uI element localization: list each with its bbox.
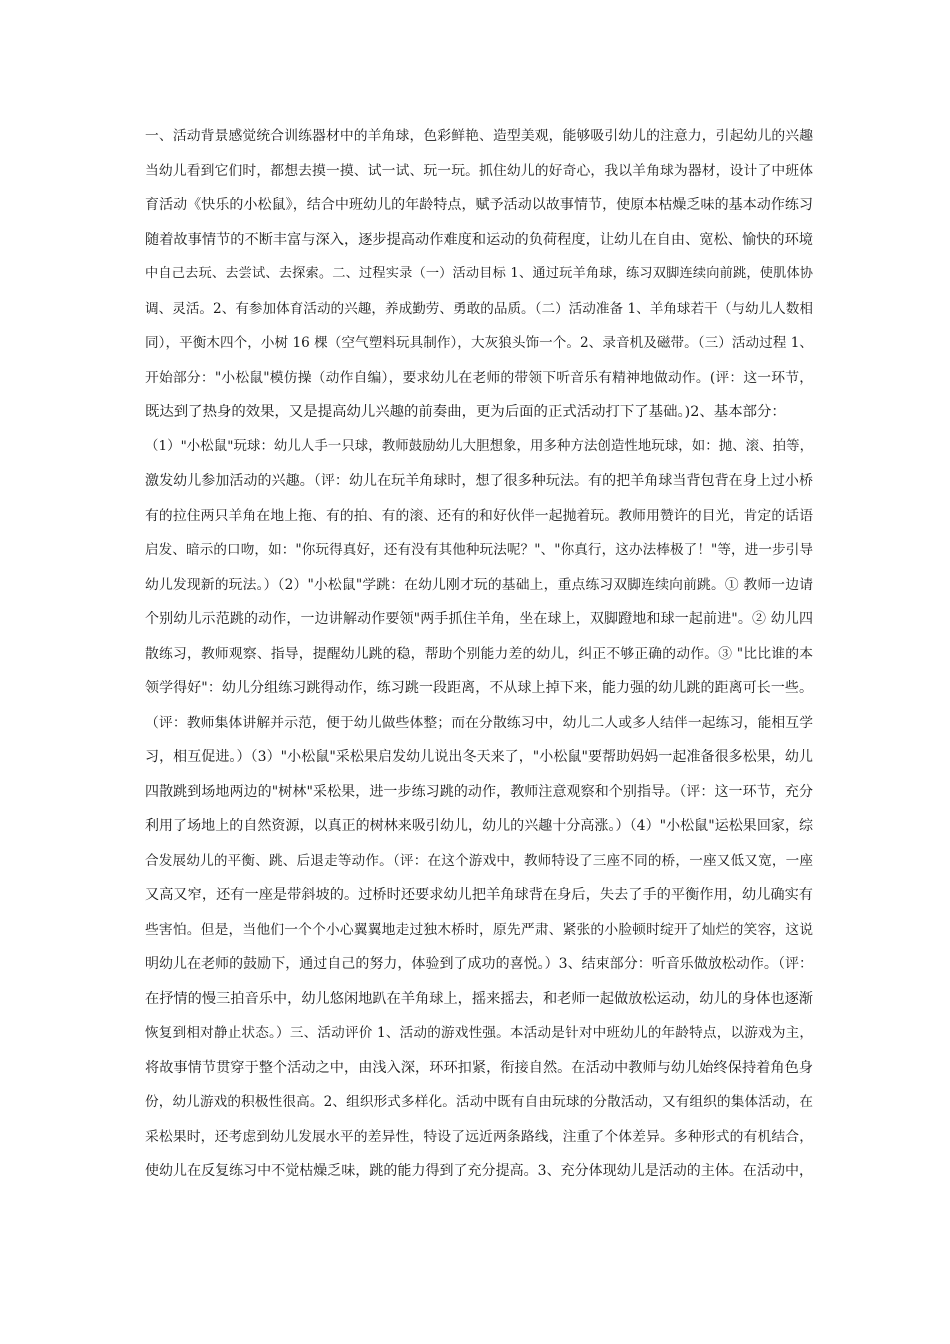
text-line: 合发展幼儿的平衡、跳、后退走等动作。（评：在这个游戏中，教师特设了三座不同的桥，一座又低又宽，一座 — [145, 852, 813, 869]
text-line: 将故事情节贯穿于整个活动之中，由浅入深，环环扣紧，衔接自然。在活动中教师与幼儿始终保持着角色身 — [145, 1059, 813, 1076]
text-line: 中自己去玩、去尝试、去探索。二、过程实录（一）活动目标 1、通过玩羊角球，练习双脚连续向前跳，使肌体协 — [145, 266, 813, 281]
text-line: 有的拉住两只羊角在地上拖、有的拍、有的滚、还有的和好伙伴一起抛着玩。教师用赞许的目光，肯定的话语 — [145, 507, 813, 524]
text-line: 调、灵活。2、有参加体育活动的兴趣，养成勤劳、勇敢的品质。（二）活动准备 1、羊角球若干（与幼儿人数相 — [145, 300, 813, 317]
text-line: 散练习，教师观察、指导，提醒幼儿跳的稳，帮助个别能力差的幼儿，纠正不够正确的动作。③ "比比谁的本 — [145, 645, 813, 662]
text-line: 启发、暗示的口吻，如："你玩得真好，还有没有其他种玩法呢？"、"你真行，这办法棒极了！"等，进一步引导 — [145, 542, 813, 558]
text-line: 当幼儿看到它们时，都想去摸一摸、试一试、玩一玩。抓住幼儿的好奇心，我以羊角球为器材，设计了中班体 — [145, 162, 813, 179]
text-line: 明幼儿在老师的鼓励下，通过自己的努力，体验到了成功的喜悦。）3、结束部分：听音乐做放松动作。（评： — [145, 956, 813, 972]
text-line: 利用了场地上的自然资源，以真正的树林来吸引幼儿，幼儿的兴趣十分高涨。）（4）"小松鼠"运松果回家，综 — [145, 818, 813, 834]
text-line: 恢复到相对静止状态。）三、活动评价 1、活动的游戏性强。本活动是针对中班幼儿的年龄特点，以游戏为主， — [145, 1025, 813, 1041]
text-line: 份，幼儿游戏的积极性很高。2、组织形式多样化。活动中既有自由玩球的分散活动，又有组织的集体活动，在 — [145, 1094, 813, 1110]
text-line: 个别幼儿示范跳的动作，一边讲解动作要领"两手抓住羊角，坐在球上，双脚蹬地和球一起前进"。② 幼儿四 — [145, 611, 813, 627]
text-line: （1）"小松鼠"玩球：幼儿人手一只球，教师鼓励幼儿大胆想象，用多种方法创造性地玩球，如：抛、滚、拍等， — [145, 438, 813, 454]
text-line: 随着故事情节的不断丰富与深入，逐步提高动作难度和运动的负荷程度，让幼儿在自由、宽松、愉快的环境 — [145, 231, 813, 248]
text-line: 一、活动背景感觉统合训练器材中的羊角球，色彩鲜艳、造型美观，能够吸引幼儿的注意力，引起幼儿的兴趣 — [145, 128, 813, 144]
text-line: 四散跳到场地两边的"树林"采松果，进一步练习跳的动作，教师注意观察和个别指导。（评：这一环节，充分 — [145, 783, 813, 800]
text-line: 在抒情的慢三拍音乐中，幼儿悠闲地趴在羊角球上，摇来摇去，和老师一起做放松运动，幼儿的身体也逐渐 — [145, 990, 813, 1007]
text-line: 既达到了热身的效果，又是提高幼儿兴趣的前奏曲，更为后面的正式活动打下了基础。)2、基本部分： — [145, 404, 786, 420]
body-text — [145, 119, 813, 1189]
text-line: 同），平衡木四个，小树 16 棵（空气塑料玩具制作），大灰狼头饰一个。2、录音机及磁带。（三）活动过程 1、 — [145, 335, 813, 351]
text-line: 又高又窄，还有一座是带斜坡的。过桥时还要求幼儿把羊角球背在身后，失去了手的平衡作用，幼儿确实有 — [145, 887, 813, 903]
text-line: 习，相互促进。）（3）"小松鼠"采松果启发幼儿说出冬天来了，"小松鼠"要帮助妈妈一起准备很多松果，幼儿 — [145, 749, 813, 765]
text-line: 些害怕。但是，当他们一个个小心翼翼地走过独木桥时，原先严肃、紧张的小脸顿时绽开了灿烂的笑容，这说 — [145, 921, 813, 938]
text-line: （评：教师集体讲解并示范，便于幼儿做些体整；而在分散练习中，幼儿二人或多人结伴一起练习，能相互学 — [145, 714, 813, 731]
text-line: 育活动《快乐的小松鼠》，结合中班幼儿的年龄特点，赋予活动以故事情节，使原本枯燥乏味的基本动作练习 — [145, 197, 813, 213]
text-line: 采松果时，还考虑到幼儿发展水平的差异性，特设了远近两条路线，注重了个体差异。多种形式的有机结合， — [145, 1128, 813, 1145]
text-line: 激发幼儿参加活动的兴趣。（评：幼儿在玩羊角球时，想了很多种玩法。有的把羊角球当背包背在身上过小桥 — [145, 473, 813, 489]
text-line: 领学得好"：幼儿分组练习跳得动作，练习跳一段距离，不从球上掉下来，能力强的幼儿跳的距离可长一些。 — [145, 680, 813, 696]
text-line: 开始部分："小松鼠"模仿操（动作自编），要求幼儿在老师的带领下听音乐有精神地做动作。(评：这一环节， — [145, 369, 813, 386]
text-line: 使幼儿在反复练习中不觉枯燥乏味，跳的能力得到了充分提高。3、充分体现幼儿是活动的主体。在活动中， — [145, 1163, 813, 1179]
text-line: 幼儿发现新的玩法。）（2）"小松鼠"学跳：在幼儿刚才玩的基础上，重点练习双脚连续向前跳。① 教师一边请 — [145, 576, 813, 593]
